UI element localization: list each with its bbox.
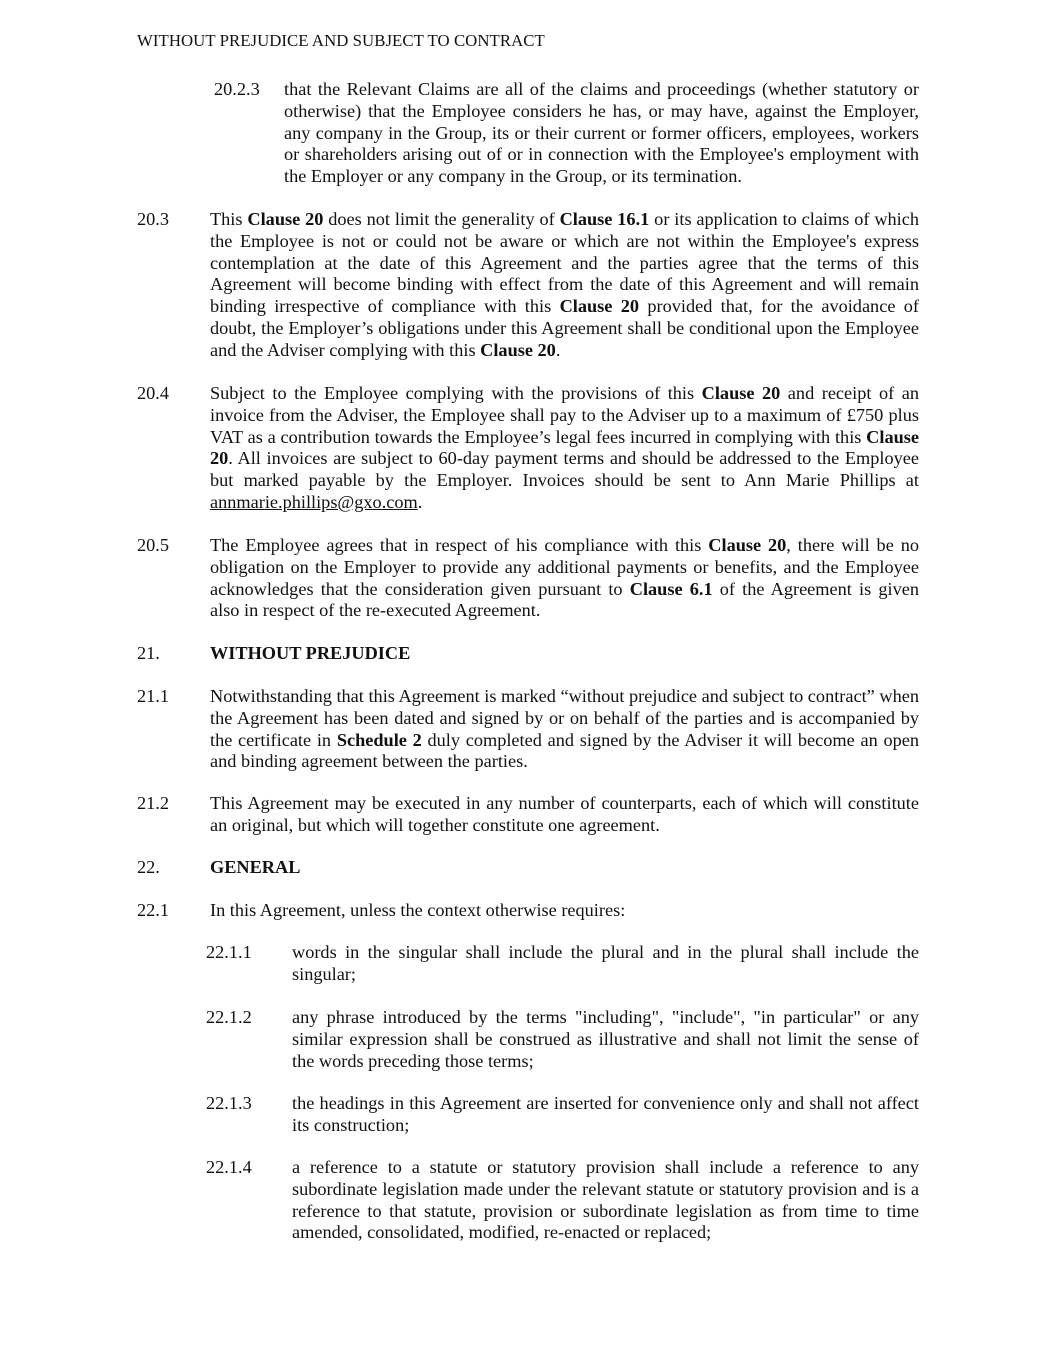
email-link[interactable]: annmarie.phillips@gxo.com [210, 491, 418, 512]
clause-21-1 [137, 686, 919, 773]
clause-22-1 [137, 900, 919, 922]
clause-text: The Employee agrees that in respect of his compliance with this Clause 20, there will be no obligation on the Employer to provide any additional payments or benefits, and the Employee acknowledges that the consideration given pursuant to Clause 6.1 of the Agreement is given also in respect of the re-executed Agreement. [210, 535, 919, 621]
clause-number: 20.4 [137, 383, 169, 403]
clause-text: This Clause 20 does not limit the generality of Clause 16.1 or its application to claims of which the Employee is not or could not be aware or which are not within the Employee's express contemplation at the date of this Agreement and the parties agree that the terms of this Agreement will become binding with effect from the date of this Agreement and will remain binding irrespective of compliance with this Clause 20 provided that, for the avoidance of doubt, the Employer’s obligations under this Agreement shall be conditional upon the Employee and the Adviser complying with this Clause 20. [210, 209, 920, 360]
clause-number: 21.1 [137, 686, 169, 706]
clause-text: the headings in this Agreement are inserted for convenience only and shall not affect its construction; [292, 1093, 919, 1135]
clause-20-5 [137, 535, 919, 622]
section-heading-22 [137, 857, 300, 879]
clause-number: 20.5 [137, 535, 169, 555]
clause-text: Notwithstanding that this Agreement is marked “without prejudice and subject to contract” when the Agreement has been dated and signed by or on behalf of the parties and is accompanied by the certificate in Schedule 2 duly completed and signed by the Adviser it will become an open and binding agreement between the parties. [210, 686, 920, 772]
clause-number: 22.1.3 [206, 1093, 252, 1113]
clause-number: 20.3 [137, 209, 169, 229]
clause-20-2-3 [214, 79, 919, 188]
clause-text: In this Agreement, unless the context otherwise requires: [210, 900, 626, 920]
clause-22-1-2 [206, 1007, 919, 1072]
clause-text: This Agreement may be executed in any number of counterparts, each of which will constitute an original, but which will together constitute one agreement. [210, 793, 919, 835]
clause-text: a reference to a statute or statutory provision shall include a reference to any subordinate legislation made under the relevant statute or statutory provision and is a reference to that statute, provision or subordinate legislation as from time to time amended, consolidated, modified, re-enacted or replaced; [292, 1157, 919, 1243]
clause-text: Subject to the Employee complying with the provisions of this Clause 20 and receipt of an invoice from the Adviser, the Employee shall pay to the Adviser up to a maximum of £750 plus VAT as a contribution towards the Employee’s legal fees incurred in complying with this Clause 20. All invoices are subject to 60-day payment terms and should be addressed to the Employee but marked payable by the Employer. Invoices should be sent to Ann Marie Phillips at annmarie.phillips@gxo.com. [210, 383, 920, 512]
clause-number: 22.1.1 [206, 942, 252, 962]
section-heading-21 [137, 643, 410, 665]
clause-21-2 [137, 793, 919, 837]
clause-22-1-4 [206, 1157, 919, 1244]
section-title: GENERAL [210, 857, 301, 877]
section-number: 21. [137, 643, 160, 663]
clause-text: words in the singular shall include the plural and in the plural shall include the singular; [292, 942, 919, 984]
clause-text: any phrase introduced by the terms "including", "include", "in particular" or any similar expression shall be construed as illustrative and shall not limit the sense of the words preceding those terms; [292, 1007, 919, 1071]
clause-number: 20.2.3 [214, 79, 260, 99]
section-title: WITHOUT PREJUDICE [210, 643, 411, 663]
clause-number: 22.1.4 [206, 1157, 252, 1177]
page-header: WITHOUT PREJUDICE AND SUBJECT TO CONTRACT [137, 31, 545, 50]
clause-text: that the Relevant Claims are all of the claims and proceedings (whether statutory or otherwise) that the Employee considers he has, or may have, against the Employer, any company in the Group, its or their current or former officers, employees, workers or shareholders arising out of or in connection with the Employee's employment with the Employer or any company in the Group, or its termination. [284, 79, 919, 187]
clause-22-1-3 [206, 1093, 919, 1137]
clause-number: 22.1.2 [206, 1007, 252, 1027]
clause-20-3 [137, 209, 919, 362]
section-number: 22. [137, 857, 160, 877]
clause-number: 22.1 [137, 900, 169, 920]
clause-number: 21.2 [137, 793, 169, 813]
clause-20-4 [137, 383, 919, 514]
clause-22-1-1 [206, 942, 919, 986]
